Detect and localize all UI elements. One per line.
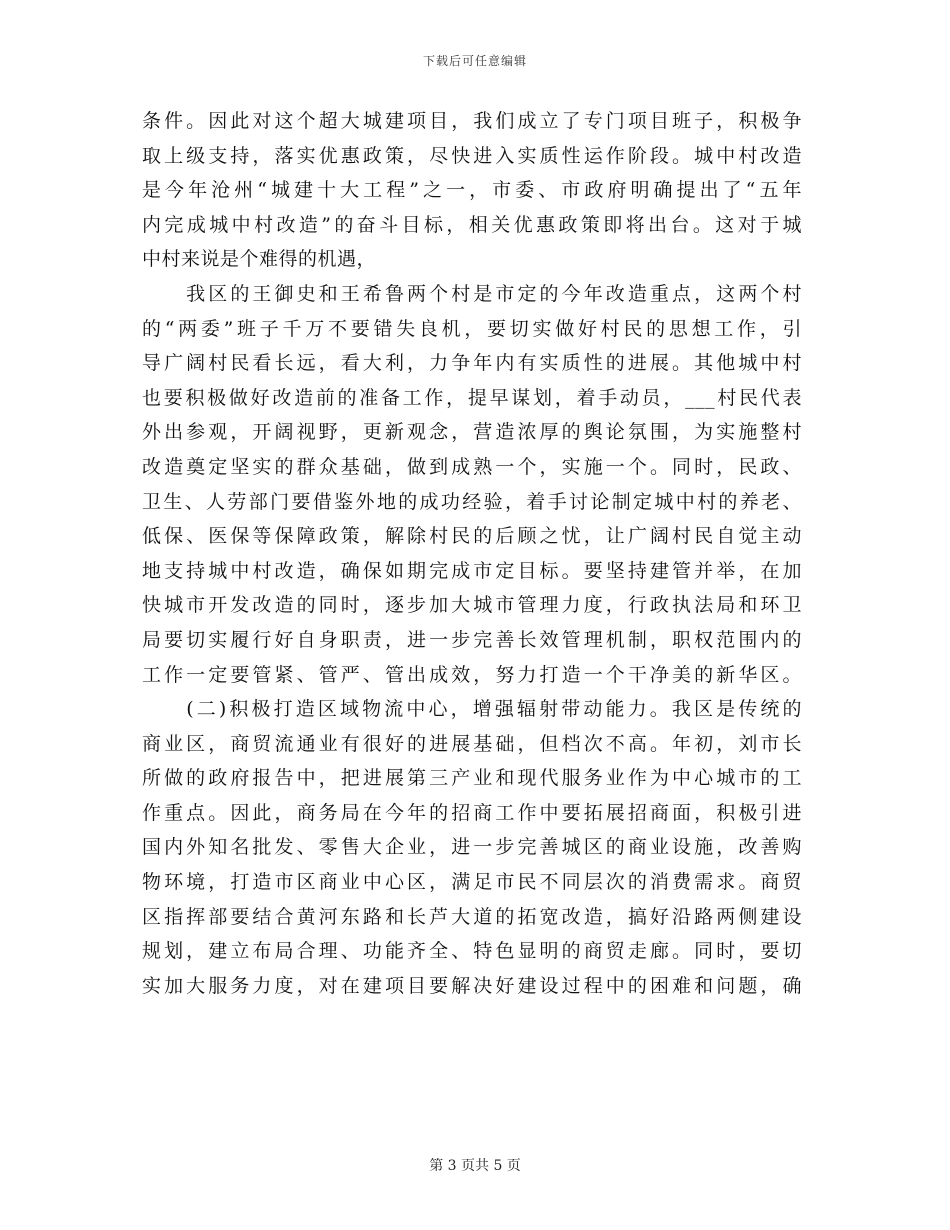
text-line: 是今年沧州“城建十大工程”之一，市委、市政府明确提出了“五年 — [142, 179, 802, 202]
text-line: 也要积极做好改造前的准备工作，提早谋划，着手动员，___村民代表 — [142, 386, 802, 409]
text-line: 区指挥部要结合黄河东路和长芦大道的拓宽改造，搞好沿路两侧建设 — [142, 905, 802, 928]
text-line: 局要切实履行好自身职责，进一步完善长效管理机制，职权范围内的 — [142, 628, 802, 651]
text-line: 作重点。因此，商务局在今年的招商工作中要拓展招商面，积极引进 — [142, 801, 802, 824]
text-line: 实加大服务力度，对在建项目要解决好建设过程中的困难和问题，确 — [142, 974, 802, 997]
text-line: 快城市开发改造的同时，逐步加大城市管理力度，行政执法局和环卫 — [142, 594, 802, 617]
page-header: 下载后可任意编辑 — [422, 54, 527, 68]
page-number-footer: 第 3 页共 5 页 — [429, 1158, 521, 1174]
text-line: 国内外知名批发、零售大企业，进一步完善城区的商业设施，改善购 — [142, 836, 802, 859]
text-line: 规划，建立布局合理、功能齐全、特色显明的商贸走廊。同时，要切 — [142, 940, 802, 963]
text-line: 条件。因此对这个超大城建项目，我们成立了专门项目班子，积极争 — [142, 110, 802, 132]
text-line: 物环境，打造市区商业中心区，满足市民不同层次的消费需求。商贸 — [142, 871, 802, 894]
text-line: 商业区，商贸流通业有很好的进展基础，但档次不高。年初，刘市长 — [142, 732, 802, 755]
text-line: 我区的王御史和王希鲁两个村是市定的今年改造重点，这两个村 — [142, 282, 802, 305]
text-line: 外出参观，开阔视野，更新观念，营造浓厚的舆论氛围，为实施整村 — [142, 421, 802, 444]
document-body — [142, 104, 802, 1003]
text-line: 地支持城中村改造，确保如期完成市定目标。要坚持建管并举，在加 — [142, 559, 802, 582]
text-line: 工作一定要管紧、管严、管出成效，努力打造一个干净美的新华区。 — [142, 663, 802, 686]
text-line: 改造奠定坚实的群众基础，做到成熟一个，实施一个。同时，民政、 — [142, 455, 802, 478]
text-line: 低保、医保等保障政策，解除村民的后顾之忧，让广阔村民自觉主动 — [142, 525, 802, 548]
text-line: 的“两委”班子千万不要错失良机，要切实做好村民的思想工作，引 — [142, 317, 802, 340]
text-line: 中村来说是个难得的机遇， — [142, 248, 377, 271]
text-line: 取上级支持，落实优惠政策，尽快进入实质性运作阶段。城中村改造 — [142, 144, 802, 167]
text-line: 导广阔村民看长远，看大利，力争年内有实质性的进展。其他城中村 — [142, 352, 802, 375]
text-line: 内完成城中村改造”的奋斗目标，相关优惠政策即将出台。这对于城 — [142, 213, 802, 236]
text-line: 所做的政府报告中，把进展第三产业和现代服务业作为中心城市的工 — [142, 767, 802, 790]
text-line: (二)积极打造区域物流中心，增强辐射带动能力。我区是传统的 — [142, 698, 802, 721]
text-line: 卫生、人劳部门要借鉴外地的成功经验，着手讨论制定城中村的养老、 — [142, 490, 802, 513]
